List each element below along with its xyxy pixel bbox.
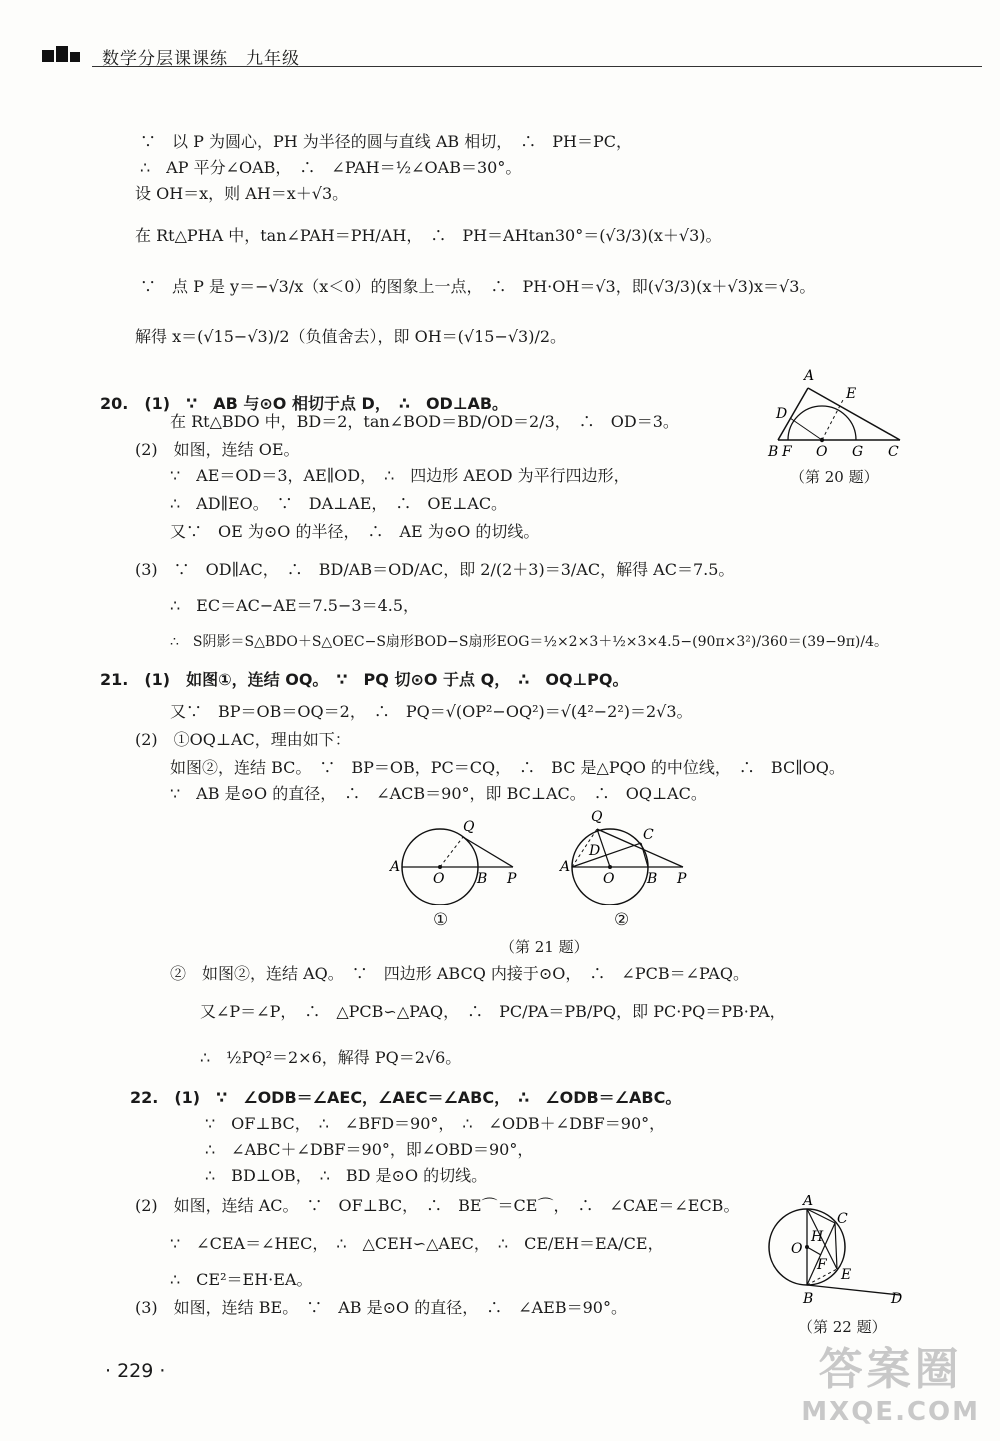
fig22-label-A: A: [803, 1195, 814, 1209]
text-line: ∴ EC＝AC−AE＝7.5−3＝4.5，: [170, 596, 420, 615]
page-header: [42, 40, 982, 70]
text-line: ∵ AE＝OD＝3，AE∥OD， ∴ 四边形 AEOD 为平行四边形，: [170, 466, 630, 485]
fig21a-label-O: O: [433, 871, 445, 887]
fig21a-label-A: A: [390, 859, 401, 875]
text-line: 在 Rt△PHA 中，tan∠PAH＝PH/AH， ∴ PH＝AHtan30°＝(√3/3)(x＋√3)。: [135, 226, 722, 245]
watermark: [801, 1333, 980, 1427]
figure-20-caption: （第 20 题）: [790, 468, 879, 486]
text-line: ② 如图②，连结 AQ。 ∵ 四边形 ABCQ 内接于⊙O， ∴ ∠PCB＝∠PAQ。: [170, 964, 749, 983]
text-line: ∴ S阴影＝S△BDO＋S△OEC−S扇形BOD−S扇形EOG＝½×2×3＋½×3×4.5−(90π×3²)/360＝(39−9π)/4。: [170, 634, 888, 650]
text-line: ∵ 点 P 是 y＝−√3/x（x＜0）的图象上一点， ∴ PH·OH＝√3，即(√3/3)(x＋√3)x＝√3。: [140, 277, 816, 296]
text-line: ∴ ∠ABC＋∠DBF＝90°，即∠OBD＝90°，: [205, 1140, 534, 1159]
text-line: (3) ∵ OD∥AC， ∴ BD/AB＝OD/AC，即 2/(2＋3)＝3/AC，解得 AC＝7.5。: [135, 560, 735, 579]
page-number: · 229 ·: [105, 1360, 166, 1382]
fig20-label-C: C: [888, 444, 899, 460]
text-line: ∴ CE²＝EH·EA。: [170, 1270, 313, 1289]
fig21b-label-O: O: [603, 871, 615, 887]
text-line: 如图②，连结 BC。 ∵ BP＝OB，PC＝CQ， ∴ BC 是△PQO 的中位线， ∴ BC∥OQ。: [170, 758, 845, 777]
text-line: (2) 如图，连结 AC。 ∵ OF⊥BC， ∴ BE⌒＝CE⌒， ∴ ∠CAE＝∠ECB。: [135, 1196, 740, 1215]
figure-22-diagram: [765, 1195, 915, 1310]
text-line: ∵ 以 P 为圆心，PH 为半径的圆与直线 AB 相切， ∴ PH＝PC，: [140, 132, 632, 151]
text-line: ∴ BD⊥OB， ∴ BD 是⊙O 的切线。: [205, 1166, 488, 1185]
fig21b-label-C: C: [643, 827, 654, 843]
figure-21-caption: （第 21 题）: [500, 938, 589, 956]
text-line: (3) 如图，连结 BE。 ∵ AB 是⊙O 的直径， ∴ ∠AEB＝90°。: [135, 1298, 627, 1317]
fig21a-label-B: B: [477, 871, 488, 887]
fig21b-label-B: B: [647, 871, 658, 887]
fig20-label-B: B: [768, 444, 779, 460]
figure-21-diagram-2: [555, 805, 695, 905]
fig20-label-D: D: [776, 406, 788, 422]
fig22-label-B: B: [803, 1291, 814, 1307]
text-line: ∴ ½PQ²＝2×6，解得 PQ＝2√6。: [200, 1048, 462, 1067]
text-line: (2) 如图，连结 OE。: [135, 440, 300, 459]
fig22-label-F: F: [817, 1257, 827, 1273]
fig22-label-D: D: [891, 1291, 903, 1307]
figure-20-diagram: [760, 360, 910, 460]
text-line: 解得 x＝(√15−√3)/2（负值舍去），即 OH＝(√15−√3)/2。: [135, 327, 567, 346]
header-rule: [92, 66, 982, 67]
header-title: 数学分层课课练 九年级: [102, 49, 300, 69]
text-line: 22. (1) ∵ ∠ODB＝∠AEC，∠AEC＝∠ABC， ∴ ∠ODB＝∠ABC。: [130, 1088, 682, 1107]
text-line: 设 OH＝x，则 AH＝x＋√3。: [135, 184, 349, 203]
fig21a-label-P: P: [507, 871, 517, 887]
figure-21-diagram-1: [385, 815, 525, 905]
fig20-label-O: O: [816, 444, 828, 460]
fig22-label-O: O: [791, 1241, 803, 1257]
text-line: 又∠P＝∠P， ∴ △PCB∽△PAQ， ∴ PC/PA＝PB/PQ，即 PC·PQ＝PB·PA，: [200, 1002, 786, 1021]
text-line: 20. (1) ∵ AB 与⊙O 相切于点 D， ∴ OD⊥AB。: [100, 394, 509, 413]
fig20-label-F: F: [782, 444, 792, 460]
figure-21-sub2: ②: [614, 910, 630, 930]
fig21b-label-A: A: [560, 859, 571, 875]
watermark-line2: MXQE.COM: [801, 1397, 980, 1427]
fig21b-label-P: P: [677, 871, 687, 887]
fig20-label-A: A: [804, 368, 815, 384]
text-line: ∴ AD∥EO。 ∵ DA⊥AE， ∴ OE⊥AC。: [170, 494, 508, 513]
fig22-label-C: C: [837, 1211, 848, 1227]
text-line: 又∵ OE 为⊙O 的半径， ∴ AE 为⊙O 的切线。: [170, 522, 540, 541]
text-line: 在 Rt△BDO 中，BD＝2，tan∠BOD＝BD/OD＝2/3， ∴ OD＝3。: [170, 412, 679, 431]
fig22-label-H: H: [811, 1229, 824, 1245]
text-line: ∵ OF⊥BC， ∴ ∠BFD＝90°， ∴ ∠ODB＋∠DBF＝90°，: [205, 1114, 666, 1133]
watermark-line1: 答案圈: [818, 1344, 963, 1395]
fig21a-label-Q: Q: [463, 819, 475, 835]
text-line: 又∵ BP＝OB＝OQ＝2， ∴ PQ＝√(OP²−OQ²)＝√(4²−2²)＝2√3。: [170, 702, 693, 721]
figure-22-caption: （第 22 题）: [798, 1318, 887, 1336]
fig21b-label-Q: Q: [591, 809, 603, 825]
fig20-label-E: E: [846, 386, 857, 402]
fig21b-label-D: D: [589, 843, 601, 859]
text-line: ∴ AP 平分∠OAB， ∴ ∠PAH＝½∠OAB＝30°。: [140, 158, 522, 177]
text-line: (2) ①OQ⊥AC，理由如下：: [135, 730, 351, 749]
fig22-label-E: E: [841, 1267, 852, 1283]
figure-21-sub1: ①: [433, 910, 449, 930]
book-logo-icon: [42, 46, 82, 66]
text-line: 21. (1) 如图①，连结 OQ。 ∵ PQ 切⊙O 于点 Q， ∴ OQ⊥PQ。: [100, 670, 629, 689]
fig20-label-G: G: [852, 444, 864, 460]
text-line: ∵ AB 是⊙O 的直径， ∴ ∠ACB＝90°，即 BC⊥AC。 ∴ OQ⊥AC。: [170, 784, 707, 803]
text-line: ∵ ∠CEA＝∠HEC， ∴ △CEH∽△AEC， ∴ CE/EH＝EA/CE，: [170, 1234, 664, 1253]
